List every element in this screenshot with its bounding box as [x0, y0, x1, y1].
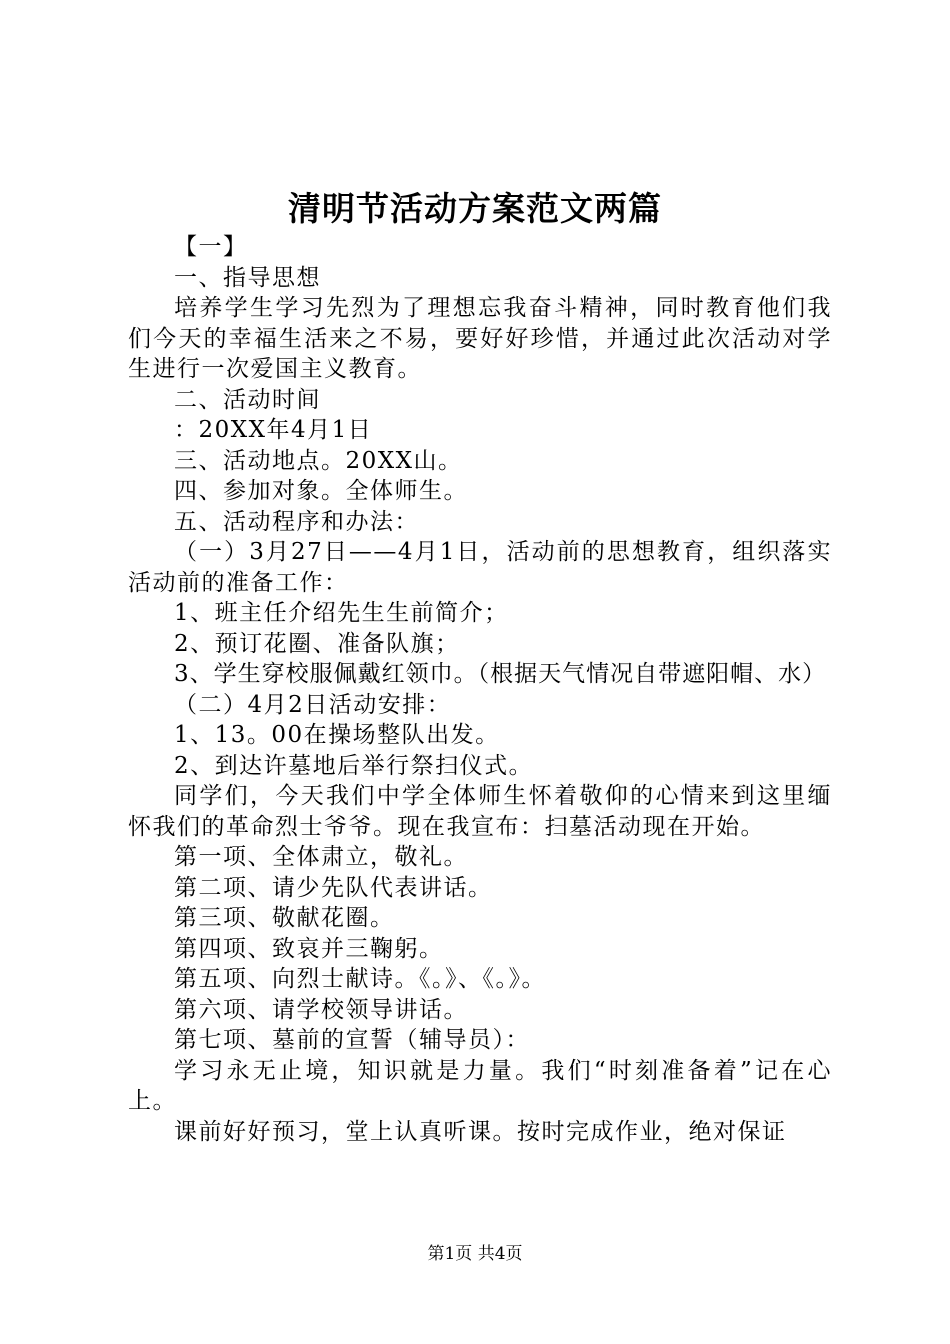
list-item: 1、13。00在操场整队出发。 [174, 722, 500, 748]
section-marker: 【一】 [174, 234, 248, 260]
paragraph-stage-one: （一）3月27日——4月1日，活动前的思想教育，组织落实活动前的准备工作： [128, 539, 832, 596]
document-title: 清明节活动方案范文两篇 [288, 189, 662, 228]
agenda-item: 第四项、致哀并三鞠躬。 [174, 935, 444, 962]
page-number: 第1页 共4页 [427, 1244, 523, 1264]
heading-procedure: 五、活动程序和办法： [174, 508, 419, 535]
agenda-item: 第六项、请学校领导讲话。 [174, 996, 468, 1023]
agenda-item: 第二项、请少先队代表讲话。 [174, 874, 493, 901]
agenda-item: 第三项、敬献花圈。 [174, 905, 395, 931]
agenda-item: 第五项、向烈士献诗。《。》、《。》。 [174, 966, 546, 992]
heading-activity-time: 二、活动时间 [174, 386, 321, 413]
list-item: 2、到达许墓地后举行祭扫仪式。 [174, 752, 534, 779]
agenda-item: 第七项、墓前的宣誓（辅导员）： [174, 1027, 530, 1053]
paragraph-stage-two: （二）4月2日活动安排： [174, 691, 452, 718]
list-item: 2、预订花圈、准备队旗； [174, 630, 460, 657]
list-item: 1、班主任介绍先生生前简介； [174, 600, 509, 626]
heading-guiding-idea: 一、指导思想 [174, 264, 321, 291]
paragraph-opening-speech: 同学们，今天我们中学全体师生怀着敬仰的心情来到这里缅怀我们的革命烈士爷爷。现在我宣布：扫墓活动现在开始。 [128, 783, 832, 840]
list-item: 3、学生穿校服佩戴红领巾。（根据天气情况自带遮阳帽、水） [174, 661, 827, 687]
paragraph-oath: 学习永无止境，知识就是力量。我们“时刻准备着”记在心上。 [128, 1057, 832, 1114]
agenda-item: 第一项、全体肃立，敬礼。 [174, 844, 468, 870]
paragraph-guiding-idea: 培养学生学习先烈为了理想忘我奋斗精神，同时教育他们我们今天的幸福生活来之不易，要好好珍惜，并通过此次活动对学生进行一次爱国主义教育。 [128, 295, 832, 382]
paragraph-participants: 四、参加对象。全体师生。 [174, 478, 468, 504]
paragraph-activity-time: ：20XX年4月1日 [174, 417, 373, 443]
document-body [128, 232, 832, 1147]
paragraph-oath-continued: 课前好好预习，堂上认真听课。按时完成作业，绝对保证 [174, 1118, 787, 1145]
paragraph-activity-location: 三、活动地点。20XX山。 [174, 447, 463, 474]
